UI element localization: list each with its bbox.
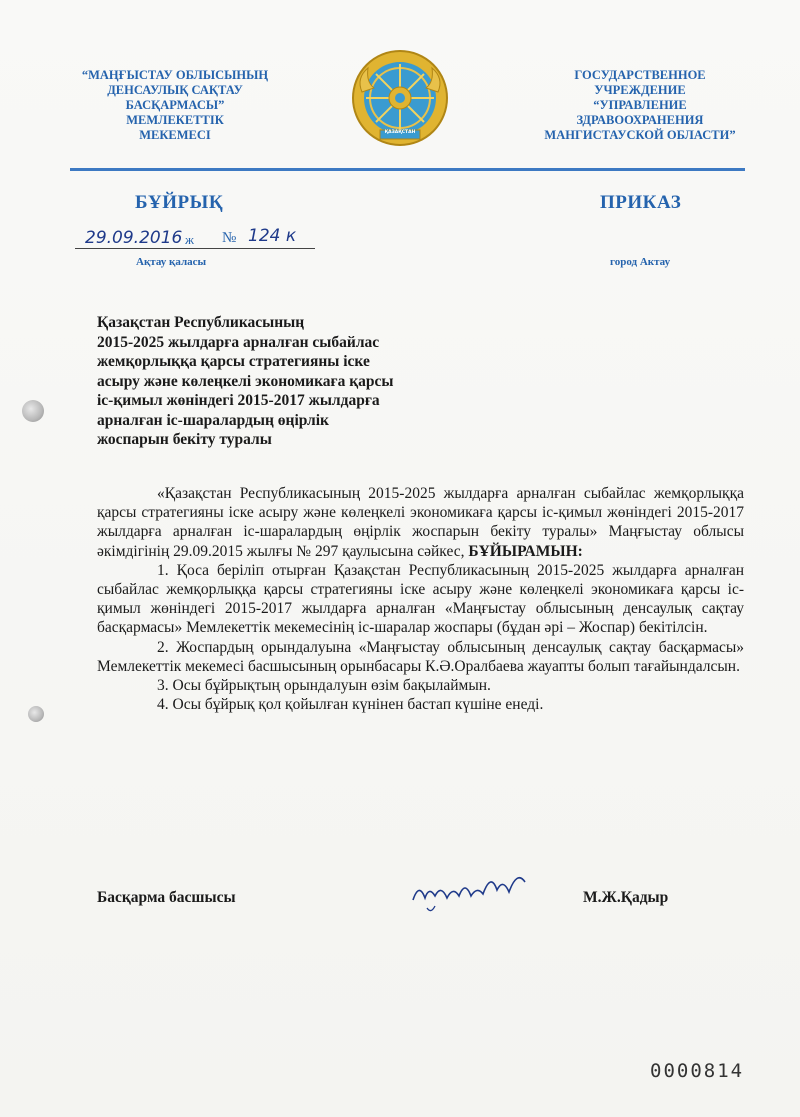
header-right-line: ГОСУДАРСТВЕННОЕ [574, 68, 706, 82]
order-subject [97, 313, 517, 450]
order-body [97, 484, 744, 714]
body-item: 1. Қоса беріліп отырған Қазақстан Республикасының 2015-2025 жылдарға арналған сыбайлас жемқорлыққа қарсы стратегияны іске асыру және көлеңкелі экономикаға қарсы іс-қимыл жөніндегі 2015-2017 жылдарға арналған «Маңғыстау облысының денсаулық сақтау басқармасы» Мемлекеттік мекемесінің іс-шаралар жоспары (бұдан әрі – Жоспар) бекітілсін. [97, 561, 744, 637]
punch-hole-bottom [28, 706, 44, 722]
subject-line: арналған іс-шаралардың өңірлік [97, 411, 329, 429]
subject-line: Қазақстан Республикасының [97, 314, 305, 331]
header-right-line: “УПРАВЛЕНИЕ [593, 98, 687, 112]
header-right-line: ЗДРАВООХРАНЕНИЯ [576, 113, 704, 127]
header-right-line: МАНГИСТАУСКОЙ ОБЛАСТИ” [544, 128, 736, 142]
handwritten-signature [405, 860, 535, 920]
body-intro [97, 484, 744, 561]
header-left-org-kz [60, 68, 290, 143]
year-suffix: ж [185, 232, 194, 247]
signatory-name: М.Ж.Қадыр [583, 889, 669, 906]
subject-line: 2015-2025 жылдарға арналған сыбайлас [97, 333, 380, 351]
body-item: 4. Осы бұйрық қол қойылған күнінен бастап күшіне енеді. [157, 696, 544, 714]
header-left-line: ДЕНСАУЛЫҚ САҚТАУ [107, 83, 243, 97]
subject-line: жоспарын бекіту туралы [97, 431, 272, 448]
order-title-kz: БҰЙРЫҚ [135, 192, 224, 213]
order-number: 124 к [248, 226, 297, 246]
serial-number: 0000814 [650, 1060, 745, 1082]
subject-line: іс-қимыл жөніндегі 2015-2017 жылдарға [97, 392, 380, 409]
header-left-line: МЕКЕМЕСІ [139, 128, 211, 142]
intro-text: «Қазақстан Республикасының 2015-2025 жылдарға арналған сыбайлас жемқорлыққа қарсы стратегияны іске асыру және көлеңкелі экономикаға қарсы іс-қимыл жөніндегі 2015-2017 жылдарға арналған іс-шаралардың өңірлік жоспарын бекіту туралы» Маңғыстау облысы әкімдігінің 29.09.2015 жылғы № 297 қаулысына сәйкес, [97, 485, 744, 560]
body-item: 3. Осы бұйрықтың орындалуын өзім бақылаймын. [157, 677, 491, 695]
header-right-org-ru [530, 68, 750, 143]
signature-scribble [405, 860, 535, 920]
order-word: БҰЙЫРАМЫН: [468, 542, 583, 560]
header-right-line: УЧРЕЖДЕНИЕ [594, 83, 686, 97]
header-left-line: “МАҢҒЫСТАУ ОБЛЫСЫНЫҢ [81, 68, 269, 82]
punch-hole-top [22, 400, 44, 422]
header-left-line: БАСҚАРМАСЫ” [125, 98, 225, 112]
header-left-line: МЕМЛЕКЕТТІК [126, 113, 224, 127]
header-divider [70, 168, 745, 171]
subject-line: жемқорлыққа қарсы стратегияны іске [97, 353, 370, 370]
subject-line: асыру және көлеңкелі экономикаға қарсы [97, 372, 394, 390]
body-item: 2. Жоспардың орындалуына «Маңғыстау облысының денсаулық сақтау басқармасы» Мемлекеттік мекемесі басшысының орынбасары К.Ә.Оралбаева жауапты болып тағайындалсын. [97, 638, 744, 675]
city-ru: город Актау [610, 256, 671, 268]
emblem-label: ҚАЗАҚСТАН [384, 130, 416, 135]
order-date: 29.09.2016 [85, 228, 183, 248]
signatory-position: Басқарма басшысы [97, 889, 236, 906]
number-sign: № [222, 230, 237, 246]
order-title-ru: ПРИКАЗ [600, 192, 682, 213]
city-kz: Ақтау қаласы [136, 256, 207, 268]
